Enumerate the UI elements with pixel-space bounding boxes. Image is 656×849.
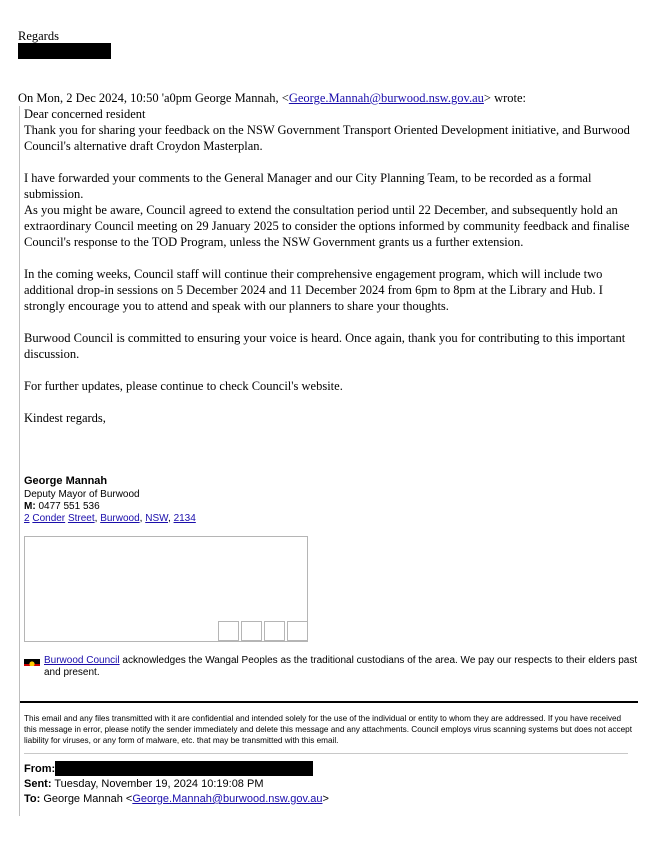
paragraph-5: Burwood Council is committed to ensuring your voice is heard. Once again, thank you for contributing to this important discussion.: [24, 331, 626, 361]
divider: [20, 701, 638, 703]
address-link[interactable]: 2134: [173, 513, 196, 524]
signature-mobile: M: 0477 551 536: [24, 501, 100, 512]
signoff: Kindest regards,: [24, 411, 106, 425]
burwood-council-link[interactable]: Burwood Council: [44, 655, 120, 666]
sent-row: Sent: Tuesday, November 19, 2024 10:19:08 PM: [24, 778, 264, 790]
address-link[interactable]: Street: [67, 513, 95, 524]
redacted-sender-name: [18, 43, 111, 59]
address-link[interactable]: NSW: [145, 513, 168, 524]
address-link[interactable]: Conder: [32, 513, 66, 524]
signature-name: George Mannah: [24, 475, 108, 487]
image-thumbnail: [264, 621, 285, 641]
to-row: To: George Mannah <George.Mannah@burwood.nsw.gov.au>: [24, 793, 329, 805]
paragraph-3: As you might be aware, Council agreed to extend the consultation period until 22 December, and subsequently hold an extraordinary Council meeting on 29 January 2025 to consider the options informed by community feedback and finalise Council's response to the TOD Program, unless the NSW Government grants us a further extension.: [24, 203, 630, 249]
greeting: Dear concerned resident: [24, 107, 146, 121]
paragraph-2: I have forwarded your comments to the General Manager and our City Planning Team, to be recorded as a formal submission.: [24, 171, 592, 201]
image-thumbnail: [287, 621, 308, 641]
image-thumbnail: [218, 621, 239, 641]
quote-header: On Mon, 2 Dec 2024, 10:50 'a0pm George Mannah, <George.Mannah@burwood.nsw.gov.au> wrote:: [18, 91, 526, 105]
from-row: From:: [24, 763, 56, 775]
address-link[interactable]: 2: [24, 513, 30, 524]
address-link[interactable]: Burwood: [100, 513, 140, 524]
paragraph-4: In the coming weeks, Council staff will continue their comprehensive engagement program, which will include two additional drop-in sessions on 5 December 2024 and 11 December 2024 from 6pm to 8pm at the Library and Hub. I strongly encourage you to attend and speak with our planners to share your thoughts.: [24, 267, 603, 313]
acknowledgement: Burwood Council acknowledges the Wangal Peoples as the traditional custodians of the area. We pay our respects to their elders past and present.: [44, 655, 638, 678]
paragraph-6: For further updates, please continue to check Council's website.: [24, 379, 343, 393]
quote-bar: [19, 106, 20, 816]
quote-sender-email-link[interactable]: George.Mannah@burwood.nsw.gov.au: [288, 91, 484, 105]
disclaimer: This email and any files transmitted with it are confidential and intended solely for the use of the individual or entity to whom they are addressed. If you have received this message in error, please notify the sender immediately and delete this message and any attachments. Council employs virus scanning systems but does not accept liability for viruses, or any form of malware, etc. that may be transmitted with this email.: [24, 714, 633, 745]
signature-title: Deputy Mayor of Burwood: [24, 489, 140, 500]
signature-address: 2 Conder Street, Burwood, NSW, 2134: [24, 513, 196, 524]
redacted-from-address: [55, 761, 313, 776]
paragraph-1: Thank you for sharing your feedback on the NSW Government Transport Oriented Development initiative, and Burwood Council's alternative draft Croydon Masterplan.: [24, 123, 630, 153]
to-email-link[interactable]: George.Mannah@burwood.nsw.gov.au: [132, 793, 323, 805]
aboriginal-flag-icon: [24, 656, 40, 666]
divider: [24, 753, 628, 754]
closing-text: Regards: [18, 29, 59, 43]
image-thumbnail: [241, 621, 262, 641]
